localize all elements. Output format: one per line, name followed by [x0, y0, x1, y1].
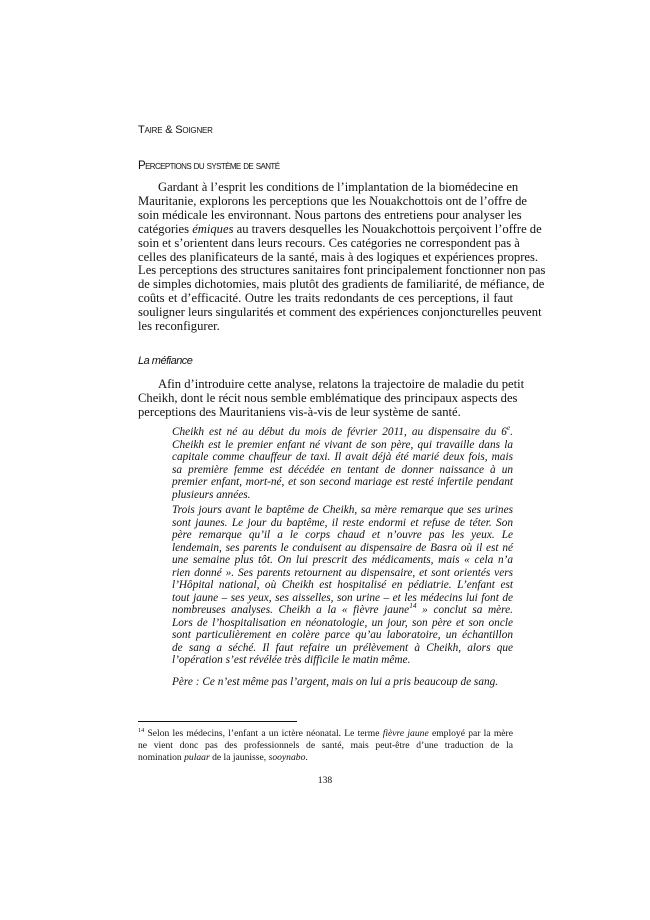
- text-run: de simples dichotomies, mais plutôt des gradients de familiarité, de méfiance, de: [138, 277, 545, 292]
- text-line: [138, 292, 513, 306]
- text-line: [138, 180, 519, 195]
- text-line: [172, 504, 513, 517]
- paragraph-2: [138, 377, 525, 420]
- text-line: [138, 193, 528, 209]
- text-line: [172, 629, 513, 642]
- text-line: [172, 567, 513, 580]
- text-run: sa première femme est décédée en tentant de donner naissance à un: [172, 463, 513, 476]
- text-run: Cheikh est né au début du mois de février 2011, au dispensaire du 6: [172, 426, 507, 438]
- text-run: .: [510, 426, 513, 438]
- text-run: celles des planificateurs de la santé, mais à des logiques et expériences propres.: [138, 249, 539, 264]
- text-run: » conclut sa mère.: [416, 604, 513, 616]
- emphasis: pulaar: [184, 752, 210, 763]
- text-line: [172, 439, 513, 452]
- text-line: [172, 451, 513, 464]
- text-line: [172, 601, 513, 617]
- text-run: nombreuses analyses. Cheikh a la « fièvre jaune: [172, 604, 410, 616]
- text-line: [138, 277, 545, 292]
- text-run: Mauritanie, explorons les perceptions que les Nouakchottois ont de l’offre de: [138, 193, 528, 208]
- text-line: [138, 406, 513, 420]
- text-run: Selon les médecins, l’enfant a un ictère néonatal. Le terme: [144, 728, 383, 739]
- text-run: souligner leurs singularités et comment des expériences conjoncturelles peuvent: [138, 305, 542, 320]
- emphasis: émiques: [192, 221, 234, 236]
- paragraph-1: [138, 180, 546, 334]
- text-run: soin médicale les environnant. Nous partons des entretiens pour analyser les: [138, 207, 522, 222]
- text-line: [138, 320, 513, 334]
- page-number: 138: [317, 775, 333, 786]
- text-line: [138, 305, 542, 320]
- text-run: Lors de l’hospitalisation en néonatologie, un jour, son père et son oncle: [172, 616, 513, 629]
- text-run: Cheikh, dont le récit nous semble emblématique des principaux aspects des: [138, 390, 518, 405]
- text-run: rien donné ». Ses parents retournent au dispensaire, et sont orientés vers: [172, 566, 513, 579]
- text-run: ne vient donc pas des professionnels de santé, mais peut-être d’une traduction de la: [138, 740, 513, 751]
- text-line: [172, 617, 513, 630]
- quote-paragraph-1: [172, 423, 513, 501]
- text-run: Père : Ce n’est même pas l’argent, mais on lui a pris beaucoup de sang.: [172, 676, 499, 688]
- superscript: e: [506, 423, 511, 433]
- text-run: Afin d’introduire cette analyse, relatons la trajectoire de maladie du petit: [158, 377, 525, 391]
- subsection-title: La méfiance: [138, 355, 193, 367]
- quote-paragraph-3: [172, 676, 513, 689]
- text-run: tout jaune – ses yeux, ses aisselles, son urine – et les médecins lui font de: [172, 591, 513, 604]
- text-line: [172, 517, 513, 530]
- text-run: Les perceptions des structures sanitaires font principalement fonctionner non pas: [138, 263, 546, 278]
- text-run: nomination: [138, 752, 185, 763]
- text-line: [172, 676, 513, 689]
- text-run: de la jaunisse,: [209, 752, 269, 763]
- text-run: perceptions des Mauritaniens vis-à-vis de leur système de santé.: [138, 404, 461, 419]
- text-run: premier enfant, mort-né, et son second mariage est resté infertile pendant: [172, 476, 513, 488]
- superscript: 14: [409, 601, 417, 611]
- text-line: [172, 654, 513, 667]
- running-header: Taire & Soigner: [138, 124, 213, 136]
- text-line: [172, 642, 513, 655]
- footnote-divider: [138, 721, 297, 722]
- text-line: [138, 377, 525, 392]
- text-run: capitale comme chauffeur de taxi. Il avait déjà été marié deux fois, mais: [172, 451, 513, 463]
- text-line: [172, 464, 513, 477]
- text-line: [172, 592, 513, 605]
- text-run: .: [305, 752, 308, 763]
- text-run: les reconfigurer.: [138, 319, 220, 334]
- text-line: [172, 423, 513, 439]
- text-line: [138, 235, 520, 251]
- text-line: [138, 249, 539, 265]
- text-line: [138, 740, 513, 752]
- text-line: [138, 390, 518, 406]
- text-run: sont particulièrement en colère parce qu’au laboratoire, un échantillon: [172, 629, 513, 641]
- quote-paragraph-2: [172, 504, 513, 667]
- text-line: [172, 554, 513, 567]
- text-line: [138, 207, 522, 223]
- text-line: [172, 529, 513, 542]
- text-line: [138, 263, 546, 278]
- text-run: Trois jours avant le baptême de Cheikh, sa mère remarque que ses urines: [172, 504, 513, 516]
- emphasis: fièvre jaune: [382, 728, 429, 739]
- text-run: catégories: [138, 221, 193, 236]
- text-run: Cheikh est le premier enfant né vivant de son père, qui travaille dans la: [172, 438, 513, 451]
- text-line: [172, 579, 513, 592]
- text-run: lendemain, ses parents le conduisent au dispensaire de Basra où il est né: [172, 541, 513, 554]
- text-run: au travers desquelles les Nouakchottois perçoivent l’offre de: [233, 221, 542, 236]
- text-line: [172, 542, 513, 555]
- text-run: soin et s’orientent dans leurs recours. Ces catégories ne correspondent pas à: [138, 235, 520, 250]
- emphasis: sooynabo: [268, 752, 306, 763]
- footnote-14: [138, 728, 513, 764]
- text-run: de sang a séché. Il faut refaire un prélèvement à Cheikh, alors que: [172, 641, 513, 654]
- text-line: [172, 489, 513, 502]
- text-run: sont jaunes. Le jour du baptême, il reste endormi et refuse de téter. Son: [172, 516, 513, 529]
- text-run: l’Hôpital national, où Cheikh est hospitalisé en pédiatrie. L’enfant est: [172, 579, 513, 591]
- text-line: [138, 728, 513, 740]
- text-run: l’opération s’est révélée très difficile le matin même.: [172, 654, 411, 666]
- text-run: coûts et d’efficacité. Outre les traits redondants de ces perceptions, il faut: [138, 291, 513, 306]
- superscript: 14: [138, 726, 145, 734]
- section-title: Perceptions du système de santé: [138, 160, 280, 172]
- text-run: une semaine plus tôt. On lui prescrit des médicaments, mais « cela n’a: [172, 554, 513, 566]
- text-run: Gardant à l’esprit les conditions de l’implantation de la biomédecine en: [158, 180, 519, 194]
- text-line: [138, 752, 513, 764]
- text-run: père remarque qu’il a le corps chaud et n’ouvre pas les yeux. Le: [172, 529, 513, 541]
- text-line: [138, 221, 542, 237]
- text-run: employé par la mère: [428, 728, 513, 739]
- text-line: [172, 476, 513, 489]
- text-run: plusieurs années.: [172, 488, 251, 501]
